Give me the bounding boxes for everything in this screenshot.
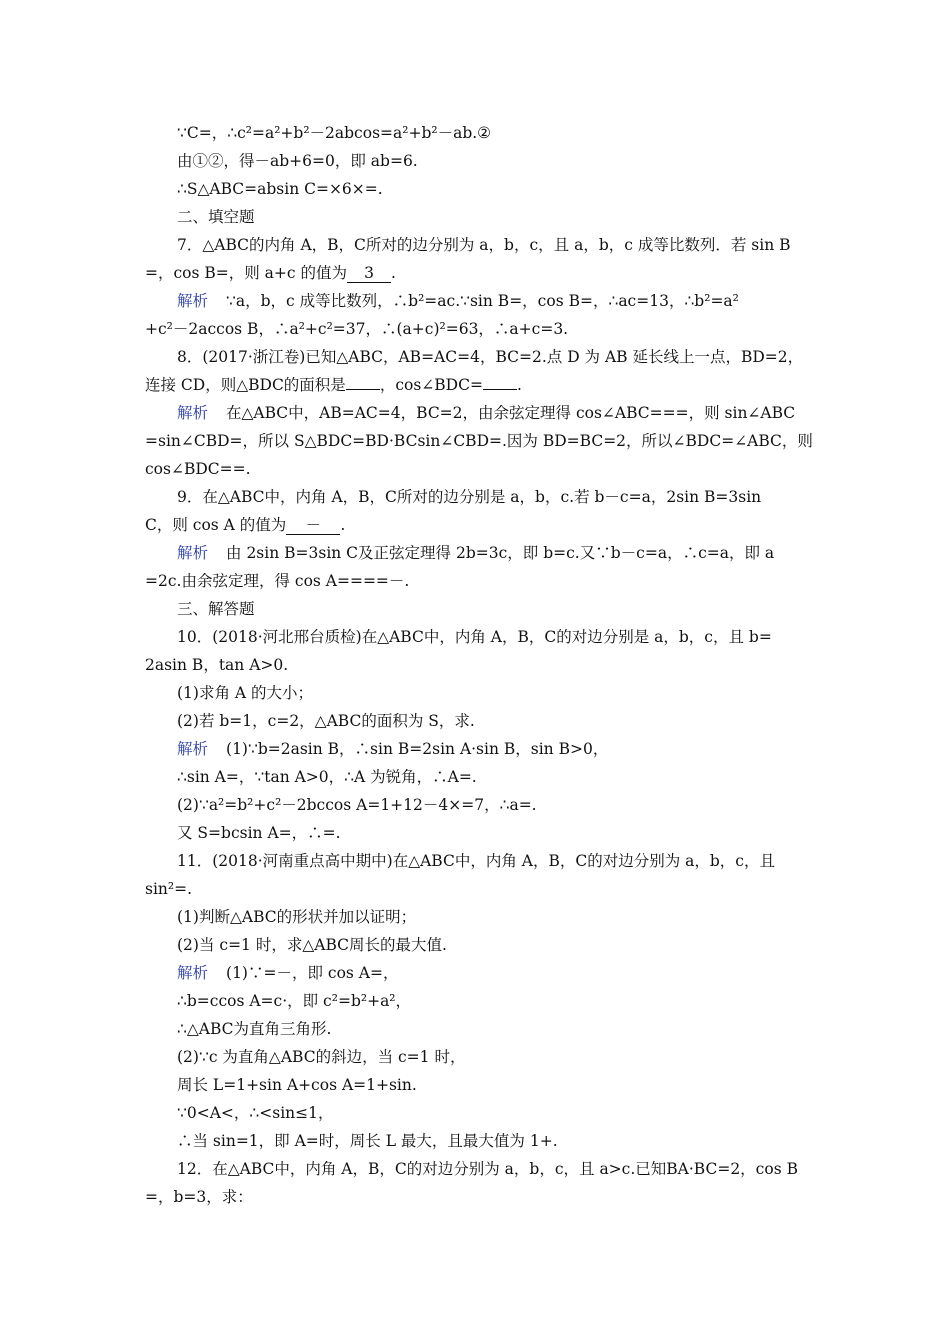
answer-blank: － — [286, 516, 340, 535]
text-line: ∵0<A<，∴<sin≤1， — [177, 1104, 334, 1122]
answer-blank: 3 — [347, 264, 391, 283]
text-line: (1)判断△ABC的形状并加以证明； — [177, 908, 417, 926]
analysis-line: 解析 在△ABC中，AB=AC=4，BC=2，由余弦定理得 cos∠ABC===，则 sin∠ABC — [177, 404, 796, 422]
text-line: +c²－2accos B，∴a²+c²=37，∴(a+c)²=63，∴a+c=3. — [145, 320, 569, 338]
question-12: 12．在△ABC中，内角 A，B，C的对边分别为 a，b，c，且 a>c.已知BA·BC=2，cos B — [177, 1160, 798, 1178]
section-heading: 三、解答题 — [177, 600, 255, 618]
text-line: ∴S△ABC=absin C=×6×=. — [177, 180, 383, 198]
analysis-label: 解析 — [177, 964, 209, 982]
analysis-label: 解析 — [177, 404, 209, 422]
analysis-line: 解析 ∵a，b，c 成等比数列，∴b²=ac.∵sin B=，cos B=，∴ac=13，∴b²=a² — [177, 292, 739, 310]
question-10: 10．(2018·河北邢台质检)在△ABC中，内角 A，B，C的对边分别是 a，b，c，且 b= — [177, 628, 772, 646]
section-heading: 二、填空题 — [177, 208, 255, 226]
analysis-label: 解析 — [177, 544, 209, 562]
text-line: =，b=3，求： — [145, 1188, 253, 1206]
question-9: 9．在△ABC中，内角 A，B，C所对的边分别是 a，b，c.若 b－c=a，2sin B=3sin — [177, 488, 762, 506]
text-line: ∴sin A=，∵tan A>0，∴A 为锐角，∴A=. — [177, 768, 477, 786]
text-line: (2)∵a²=b²+c²－2bccos A=1+12－4×=7，∴a=. — [177, 796, 537, 814]
text-line: 由①②，得－ab+6=0，即 ab=6. — [177, 152, 418, 170]
analysis-label: 解析 — [177, 740, 209, 758]
text-line: ∴当 sin=1，即 A=时，周长 L 最大，且最大值为 1+. — [177, 1132, 558, 1150]
text-line: (2)当 c=1 时，求△ABC周长的最大值. — [177, 936, 447, 954]
analysis-label: 解析 — [177, 292, 209, 310]
analysis-line: 解析 (1)∵b=2asin B，∴sin B=2sin A·sin B，sin B>0， — [177, 740, 609, 758]
text-line: 周长 L=1+sin A+cos A=1+sin. — [177, 1076, 417, 1094]
text-line: ∴△ABC为直角三角形. — [177, 1020, 332, 1038]
text-line: (1)求角 A 的大小； — [177, 684, 314, 702]
text-line: sin²=. — [145, 880, 193, 898]
question-11: 11．(2018·河南重点高中期中)在△ABC中，内角 A，B，C的对边分别为 a，b，c，且 — [177, 852, 775, 870]
text-line: ∵C=，∴c²=a²+b²－2abcos=a²+b²－ab.② — [177, 124, 492, 142]
text-line: =2c.由余弦定理，得 cos A====－. — [145, 572, 410, 590]
text-line: =，cos B=，则 a+c 的值为 3 . — [145, 264, 396, 282]
text-line: C，则 cos A 的值为 － . — [145, 516, 346, 534]
question-8: 8．(2017·浙江卷)已知△ABC，AB=AC=4，BC=2.点 D 为 AB 延长线上一点，BD=2， — [177, 348, 804, 366]
text-line: (2)∵c 为直角△ABC的斜边，当 c=1 时， — [177, 1048, 466, 1066]
text-line: 连接 CD，则△BDC的面积是 ，cos∠BDC= . — [145, 376, 522, 394]
question-7: 7．△ABC的内角 A，B，C所对的边分别为 a，b，c，且 a，b，c 成等比数列．若 sin B — [177, 236, 791, 254]
text-line: =sin∠CBD=，所以 S△BDC=BD·BCsin∠CBD=.因为 BD=BC=2，所以∠BDC=∠ABC，则 — [145, 432, 813, 450]
answer-blank — [483, 389, 517, 390]
text-line: 又 S=bcsin A=，∴=. — [177, 824, 341, 842]
analysis-line: 解析 (1)∵=－，即 cos A=， — [177, 964, 399, 982]
text-line: (2)若 b=1，c=2，△ABC的面积为 S，求. — [177, 712, 475, 730]
text-line: 2asin B，tan A>0. — [145, 656, 289, 674]
text-line: ∴b=ccos A=c·，即 c²=b²+a²， — [177, 992, 412, 1010]
text-line: cos∠BDC==. — [145, 460, 251, 478]
analysis-line: 解析 由 2sin B=3sin C及正弦定理得 2b=3c，即 b=c.又∵b－c=a，∴c=a，即 a — [177, 544, 775, 562]
answer-blank — [346, 389, 380, 390]
